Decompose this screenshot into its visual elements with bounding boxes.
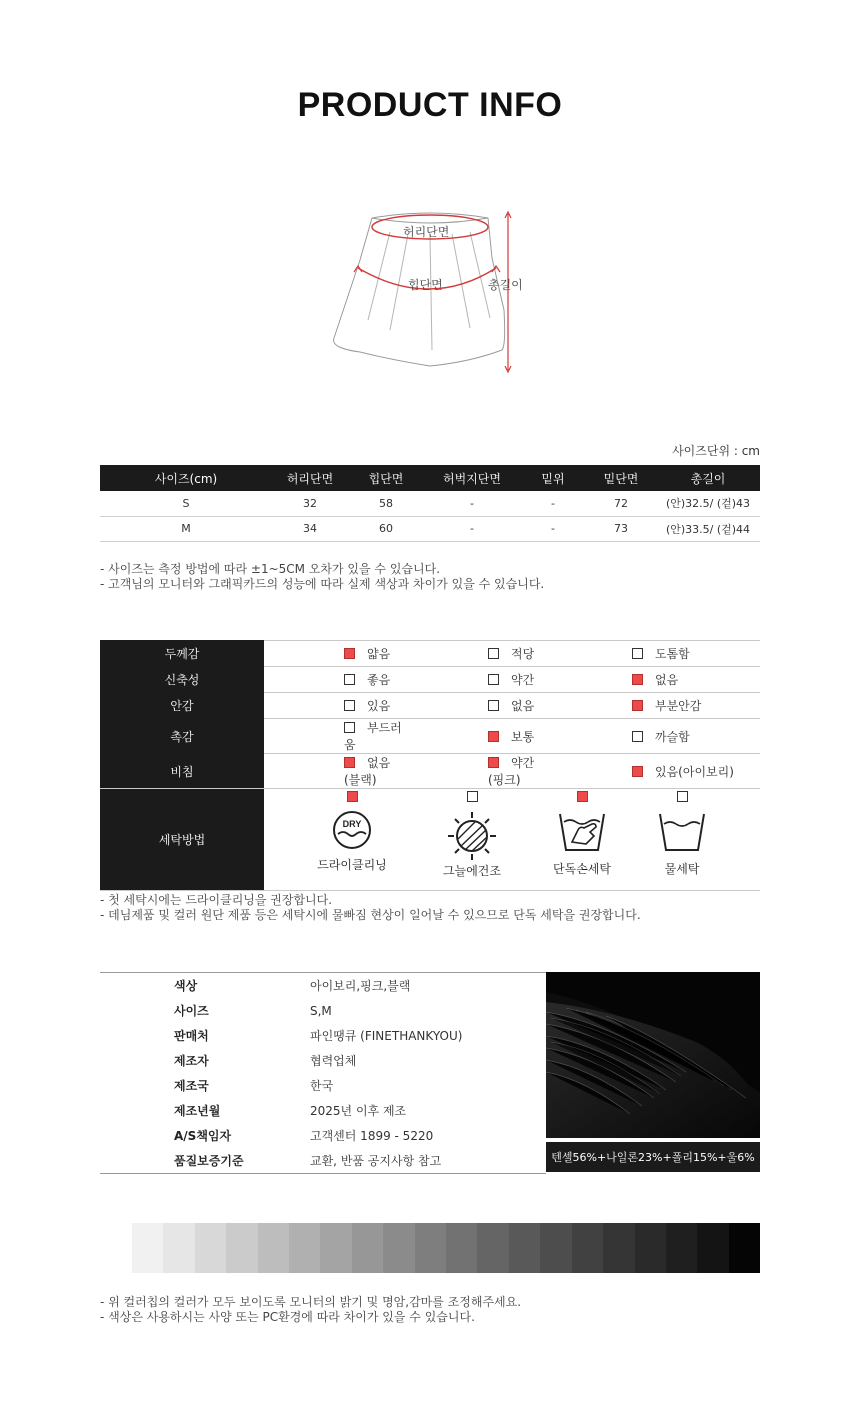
note-line: - 색상은 사용하시는 사양 또는 PC환경에 따라 차이가 있을 수 있습니다. [100,1310,475,1324]
color-chip [163,1223,194,1273]
option-label: 얇음 [367,647,391,661]
fabric-feel-option [550,719,760,754]
spec-key: 사이즈 [174,1004,209,1018]
washing-row [100,789,760,891]
spec-key: A/S책임자 [174,1129,232,1143]
shade-dry-icon [444,810,500,862]
fabric-feel-option [264,667,406,693]
spec-row [100,1148,546,1173]
fabric-composition: 텐셀56%+나일론23%+폴리15%+울6% [546,1142,760,1172]
table-cell: - [424,516,520,541]
hip-label: 힙단면 [408,278,443,292]
option-checkbox [632,648,643,659]
column-header: 허벅지단면 [424,465,520,491]
option-checkbox [488,674,499,685]
fabric-swatch-image [546,972,760,1138]
option-checkbox [488,757,499,768]
fabric-feel-row [100,693,760,719]
fabric-feel-row [100,667,760,693]
fabric-feel-row [100,754,760,789]
spec-value: 2025년 이후 제조 [310,1104,407,1118]
fabric-feel-option [550,641,760,667]
fabric-feel-option [550,693,760,719]
wash-checkbox [677,791,688,802]
spec-value: 파인땡큐 (FINETHANKYOU) [310,1029,463,1043]
color-chip [572,1223,603,1273]
table-cell: (안)32.5/ (겉)43 [656,491,760,516]
spec-row [100,1048,546,1073]
option-checkbox [344,722,355,733]
spec-key: 판매처 [174,1029,209,1043]
spec-row [100,1073,546,1098]
table-cell: 34 [272,516,348,541]
option-label: 부분안감 [655,699,702,713]
color-chip [446,1223,477,1273]
color-chip [289,1223,320,1273]
option-label: 도톰함 [655,647,690,661]
table-cell: 73 [586,516,656,541]
fabric-feel-option [550,667,760,693]
color-chip [697,1223,728,1273]
spec-key: 색상 [174,979,198,993]
table-cell: 60 [348,516,424,541]
color-chip [415,1223,446,1273]
fabric-feel-option [406,641,550,667]
fabric-feel-option [406,719,550,754]
column-header: 밑단면 [586,465,656,491]
option-label: 있음 [367,699,391,713]
waist-label: 허리단면 [403,225,450,239]
color-chip [729,1223,760,1273]
column-header: 힙단면 [348,465,424,491]
fabric-feel-label: 안감 [100,693,264,719]
option-label: 부드러움 [344,721,402,752]
color-chip [540,1223,571,1273]
note-line: - 데님제품 및 컬러 원단 제품 등은 세탁시에 물빠짐 현상이 일어날 수 있으므로 단독 세탁을 권장합니다. [100,908,641,922]
spec-value: 한국 [310,1079,334,1093]
table-cell: S [100,491,272,516]
washing-label: 세탁방법 [100,789,264,891]
note-line: - 위 컬러칩의 컬러가 모두 보이도록 모니터의 밝기 및 명암,감마를 조정해주세요. [100,1295,522,1309]
fabric-feel-row [100,719,760,754]
note-line: - 첫 세탁시에는 드라이클리닝을 권장합니다. [100,893,333,907]
option-checkbox [632,700,643,711]
wash-checkbox [347,791,358,802]
color-chip [352,1223,383,1273]
fabric-feel-option [264,719,406,754]
option-label: 없음 [511,699,535,713]
color-chip [666,1223,697,1273]
hand-wash-icon [556,810,608,854]
option-checkbox [344,700,355,711]
wash-checkbox [577,791,588,802]
option-checkbox [632,766,643,777]
option-checkbox [488,648,499,659]
option-checkbox [632,674,643,685]
spec-row [100,1098,546,1123]
table-cell: - [424,491,520,516]
spec-key: 제조자 [174,1054,209,1068]
fabric-feel-label: 촉감 [100,719,264,754]
option-checkbox [344,757,355,768]
color-chip [635,1223,666,1273]
fabric-feel-option [264,641,406,667]
option-label: 없음 [655,673,679,687]
option-checkbox [344,674,355,685]
note-line: - 고객님의 모니터와 그래픽카드의 성능에 따라 실제 색상과 차이가 있을 수 있습니다. [100,577,545,591]
washing-methods [264,790,760,890]
size-unit: 사이즈단위 : cm [672,444,760,458]
wash-notes [100,893,641,923]
wash-method-label: 드라이클리닝 [317,857,387,872]
spec-value: 고객센터 1899 - 5220 [310,1129,434,1143]
table-row [100,491,760,516]
option-checkbox [632,731,643,742]
wash-method-water [622,790,742,877]
option-label: 좋음 [367,673,391,687]
color-chip [603,1223,634,1273]
length-label: 총길이 [488,278,523,292]
option-label: 없음(블랙) [344,756,391,787]
color-chip [195,1223,226,1273]
column-header: 사이즈(cm) [100,465,272,491]
spec-value: S,M [310,1003,332,1018]
product-spec-list [100,972,546,1174]
column-header: 총길이 [656,465,760,491]
color-chip-strip [132,1223,760,1273]
size-notes [100,562,544,592]
fabric-feel-option [406,693,550,719]
table-cell: M [100,516,272,541]
option-checkbox [488,731,499,742]
spec-key: 품질보증기준 [174,1154,244,1168]
wash-method-label: 단독손세탁 [553,861,611,876]
option-checkbox [344,648,355,659]
column-header: 허리단면 [272,465,348,491]
option-label: 까슬함 [655,729,690,744]
table-cell: 58 [348,491,424,516]
size-table [100,465,760,542]
water-wash-icon [656,810,708,854]
skirt-measurement-diagram [320,200,540,380]
fabric-feel-label: 두께감 [100,641,264,667]
wash-checkbox [467,791,478,802]
fabric-feel-table [100,640,760,891]
color-chip [383,1223,414,1273]
fabric-feel-option [264,754,406,789]
spec-row [100,1023,546,1048]
table-row [100,516,760,541]
spec-key: 제조국 [174,1079,209,1093]
wash-method-shade [412,790,532,879]
wash-method-label: 물세탁 [664,861,700,876]
fabric-feel-option [406,667,550,693]
color-chip [320,1223,351,1273]
size-table-header [100,465,760,491]
table-cell: (안)33.5/ (겉)44 [656,516,760,541]
option-label: 약간(핑크) [488,756,535,787]
note-line: - 사이즈는 측정 방법에 따라 ±1~5CM 오차가 있을 수 있습니다. [100,562,441,576]
column-header: 밑위 [520,465,586,491]
fabric-texture-icon [546,972,760,1138]
table-cell: 32 [272,491,348,516]
color-chip [226,1223,257,1273]
table-cell: - [520,516,586,541]
option-label: 있음(아이보리) [655,764,734,779]
option-label: 적당 [511,647,535,661]
page-title: PRODUCT INFO [297,86,563,124]
option-checkbox [488,700,499,711]
dry-clean-icon [330,810,374,850]
chip-notes [100,1295,521,1325]
table-cell: - [520,491,586,516]
table-cell: 72 [586,491,656,516]
fabric-feel-option [264,693,406,719]
spec-value: 협력업체 [310,1054,357,1068]
wash-method-dry [292,790,412,873]
fabric-feel-row [100,641,760,667]
spec-row [100,1123,546,1148]
spec-row [100,973,546,998]
fabric-feel-option [406,754,550,789]
wash-method-label: 그늘에건조 [443,863,501,878]
fabric-feel-label: 비침 [100,754,264,789]
spec-key: 제조년월 [174,1104,221,1118]
color-chip [509,1223,540,1273]
spec-value: 교환, 반품 공지사항 참고 [310,1154,442,1168]
color-chip [258,1223,289,1273]
color-chip [132,1223,163,1273]
option-label: 약간 [511,673,535,687]
color-chip [477,1223,508,1273]
spec-value: 아이보리,핑크,블랙 [310,979,411,993]
spec-row [100,998,546,1023]
option-label: 보통 [511,729,535,744]
fabric-feel-option [550,754,760,789]
dry-icon-text: DRY [342,818,362,829]
fabric-feel-label: 신축성 [100,667,264,693]
